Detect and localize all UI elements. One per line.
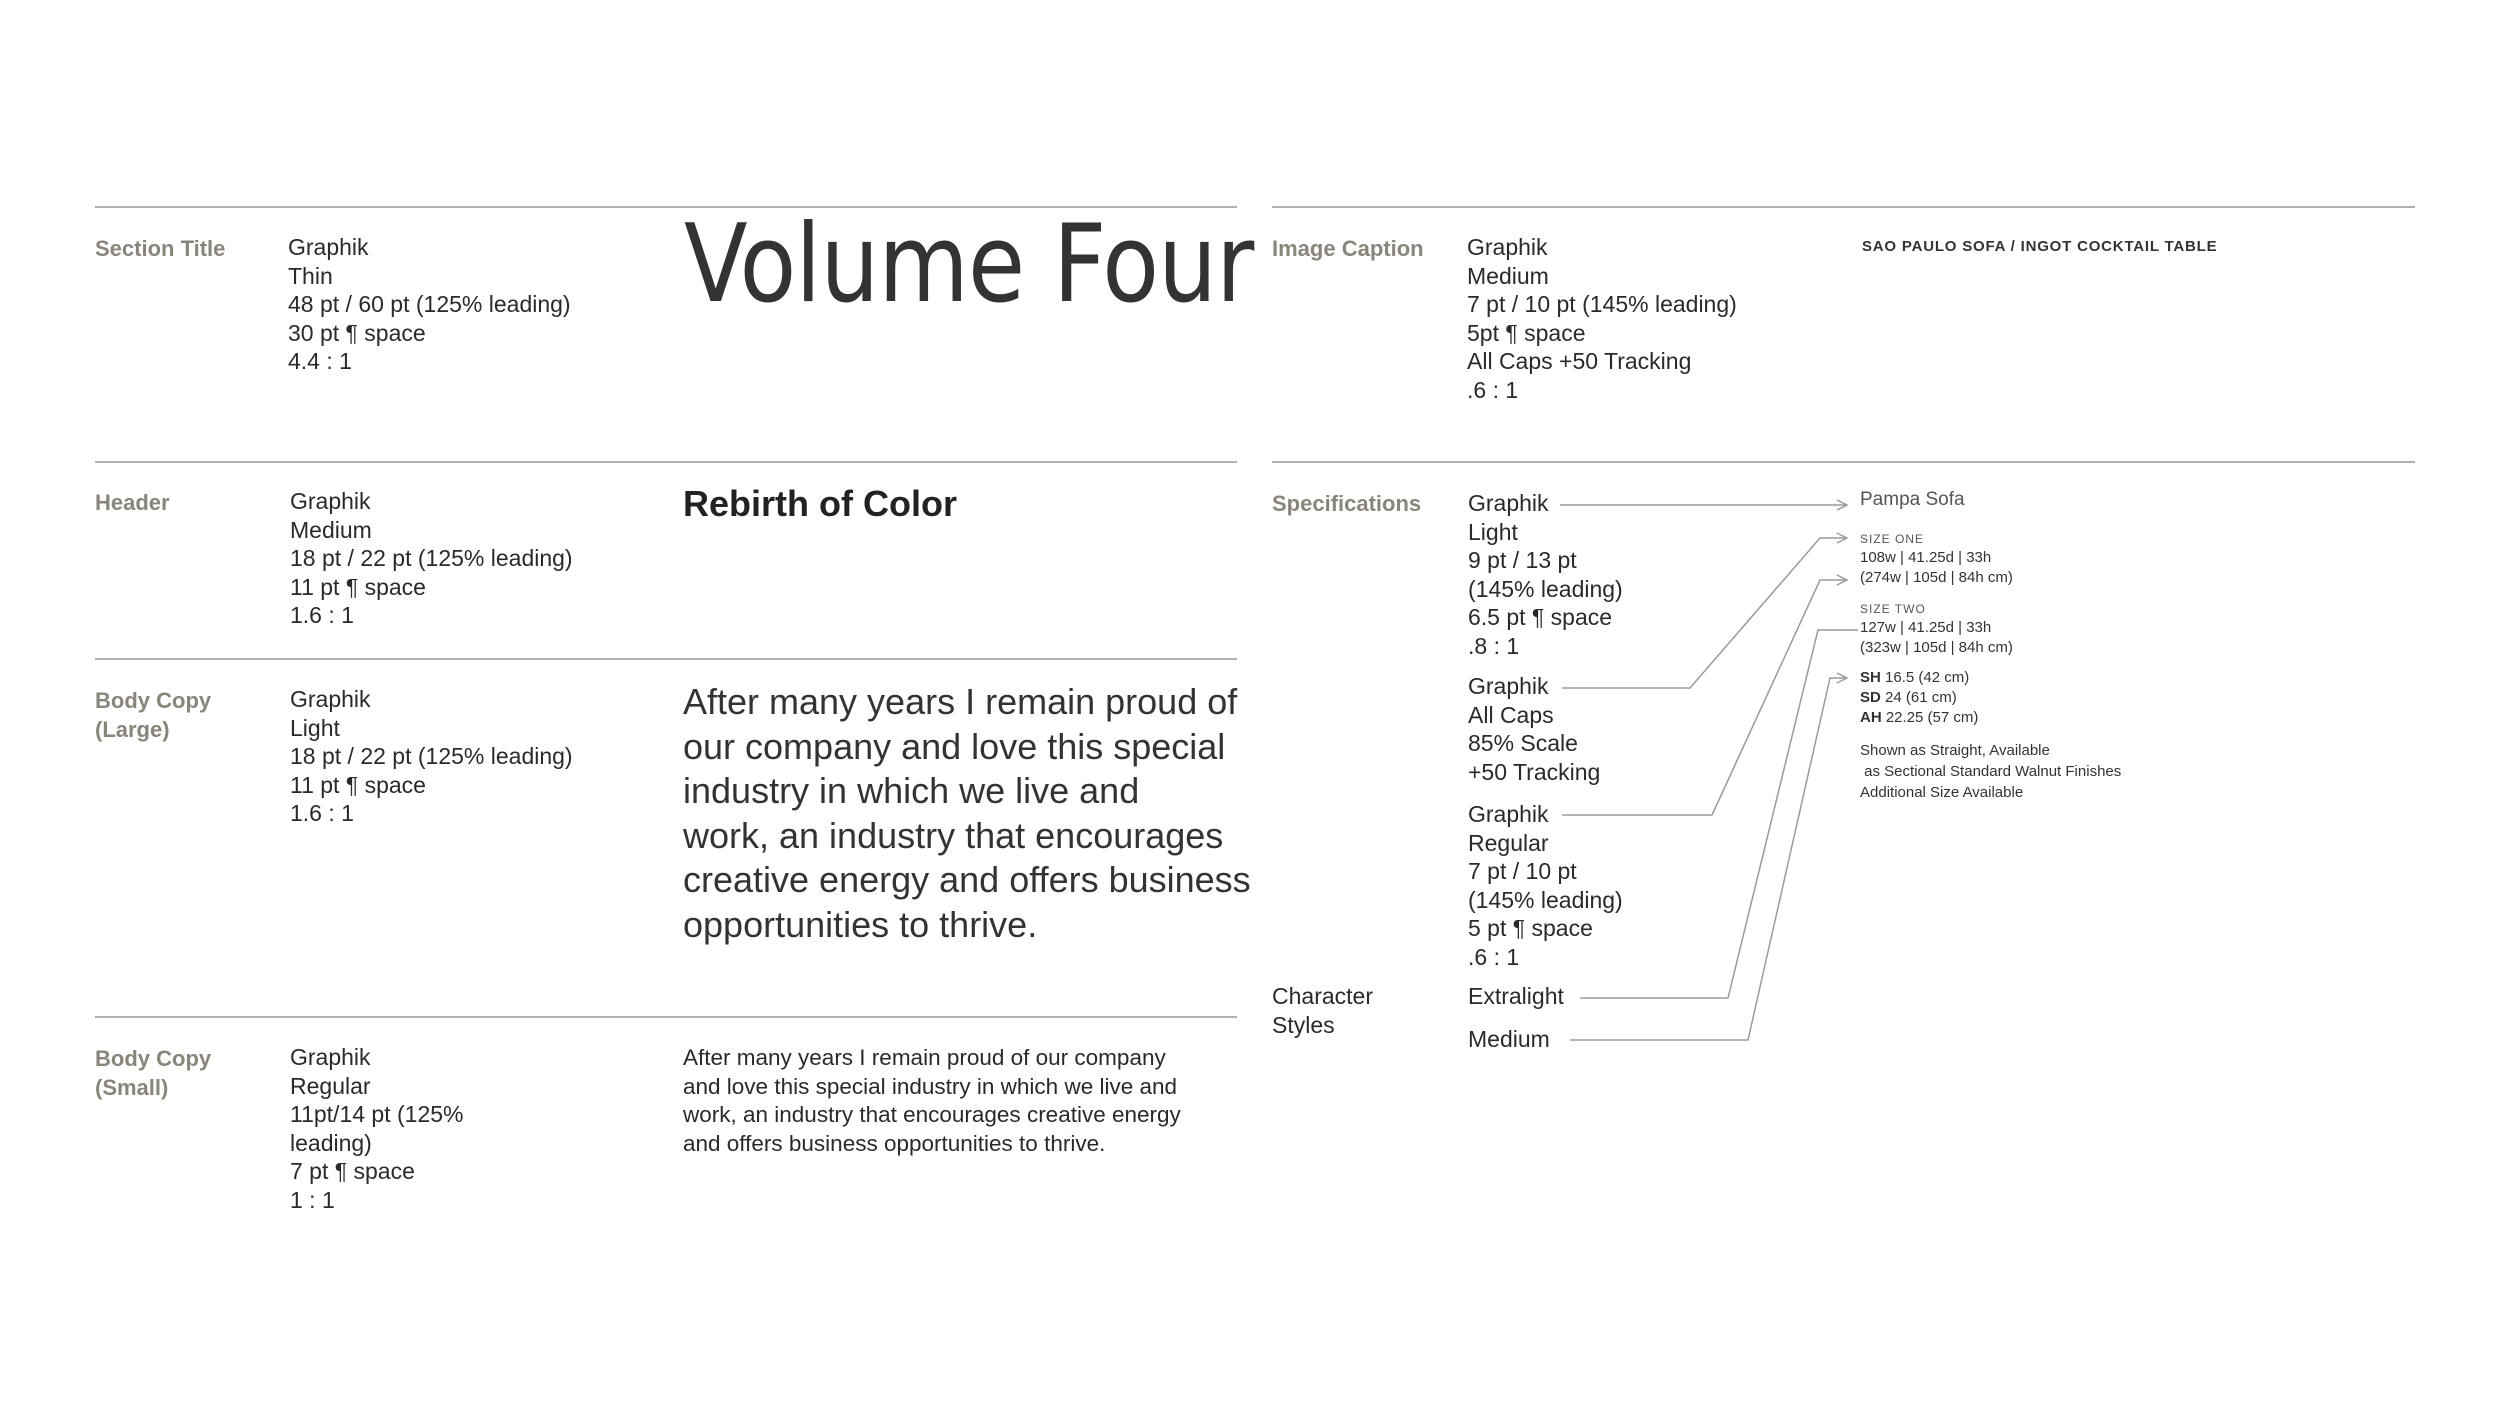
specifications-label: Specifications — [1272, 491, 1422, 516]
dim-key: AH — [1860, 709, 1882, 726]
spec-line: 5pt ¶ space — [1467, 319, 1586, 346]
section-title-label: Section Title — [95, 236, 226, 261]
spec-line: Graphik — [1468, 801, 1549, 827]
label-line: (Large) — [95, 717, 170, 742]
spec-line: 18 pt / 22 pt (125% leading) — [290, 545, 573, 571]
character-style-medium: Medium — [1468, 1026, 1550, 1052]
spec-line: 85% Scale — [1468, 730, 1578, 756]
spec-line: 7 pt / 10 pt — [1468, 858, 1577, 884]
sample-line: and love this special industry in which we live and — [683, 1073, 1178, 1099]
note-line: Shown as Straight, Available — [1860, 742, 2050, 759]
spec-line: 7 pt ¶ space — [290, 1158, 415, 1184]
spec-line: 6.5 pt ¶ space — [1468, 604, 1613, 630]
size-line: 108w | 41.25d | 33h — [1860, 549, 1992, 566]
dim-value: 16.5 (42 cm) — [1885, 669, 1970, 686]
spec-line: Graphik — [290, 488, 371, 514]
leader-extralight-to-size-two — [1580, 630, 1858, 998]
spec-line: Graphik — [1468, 490, 1549, 516]
spec-line: 1.6 : 1 — [290, 800, 354, 826]
leader-medium-to-dims — [1570, 678, 1845, 1040]
image-caption-sample: SAO PAULO SOFA / INGOT COCKTAIL TABLE — [1862, 238, 2218, 255]
spec-line: +50 Tracking — [1468, 758, 1601, 785]
dim-value: 22.25 (57 cm) — [1885, 709, 1979, 726]
dim-key: SH — [1860, 669, 1881, 686]
spec-line: 18 pt / 22 pt (125% leading) — [290, 743, 573, 769]
section-title-sample: Volume Four — [684, 202, 1254, 327]
sample-line: creative energy and offers business — [683, 859, 1251, 900]
dim-value: 24 (61 cm) — [1885, 689, 1957, 706]
sample-line: opportunities to thrive. — [683, 903, 1038, 945]
spec-line: Medium — [1467, 262, 1549, 289]
character-style-extralight: Extralight — [1468, 983, 1564, 1009]
spec-line: 4.4 : 1 — [288, 348, 352, 374]
sample-line: After many years I remain proud of our company — [683, 1045, 1166, 1070]
spec-line: leading) — [290, 1129, 372, 1156]
note-line: Additional Size Available — [1860, 784, 2024, 801]
leader-regular-to-size-one — [1562, 580, 1845, 815]
spec-line: 30 pt ¶ space — [288, 319, 426, 346]
label-line: Styles — [1272, 1011, 1335, 1038]
spec-line: Regular — [1468, 829, 1549, 856]
note-line: as Sectional Standard Walnut Finishes — [1860, 763, 2122, 780]
spec-line: 1.6 : 1 — [290, 602, 354, 628]
header-label: Header — [95, 490, 170, 515]
spec-sample-product: Pampa Sofa — [1860, 489, 1965, 510]
spec-line: 11pt/14 pt (125% — [290, 1101, 464, 1127]
spec-line: All Caps +50 Tracking — [1467, 348, 1692, 374]
spec-line: (145% leading) — [1468, 886, 1623, 913]
spec-line: .6 : 1 — [1468, 943, 1520, 970]
image-caption-label: Image Caption — [1272, 236, 1424, 261]
size-line: (323w | 105d | 84h cm) — [1860, 639, 2013, 656]
spec-line: Medium — [290, 516, 372, 543]
label-line: Character — [1272, 983, 1373, 1009]
spec-line: 7 pt / 10 pt (145% leading) — [1467, 291, 1737, 317]
spec-line: All Caps — [1468, 701, 1554, 728]
spec-line: Graphik — [1467, 234, 1548, 260]
spec-line: Graphik — [288, 234, 369, 260]
spec-line: (145% leading) — [1468, 575, 1623, 602]
label-line: Body Copy — [95, 1046, 212, 1071]
spec-line: .8 : 1 — [1468, 632, 1520, 659]
spec-line: 9 pt / 13 pt — [1468, 547, 1577, 573]
spec-line: Light — [290, 714, 340, 741]
spec-sample-size-two-label: SIZE TWO — [1860, 602, 1926, 616]
spec-line: 48 pt / 60 pt (125% leading) — [288, 291, 571, 317]
leader-caps-to-size-one — [1562, 538, 1845, 688]
sample-line: our company and love this special — [683, 725, 1226, 767]
sample-line: industry in which we live and — [683, 770, 1140, 811]
spec-line: Graphik — [290, 686, 371, 712]
header-sample: Rebirth of Color — [683, 483, 957, 524]
label-line: (Small) — [95, 1075, 169, 1100]
spec-line: 11 pt ¶ space — [290, 771, 426, 798]
spec-line: 11 pt ¶ space — [290, 573, 426, 600]
sample-line: and offers business opportunities to thrive. — [683, 1130, 1106, 1156]
label-line: Body Copy — [95, 688, 212, 713]
spec-line: 1 : 1 — [290, 1186, 335, 1213]
spec-line: Thin — [288, 262, 333, 289]
sample-line: work, an industry that encourages creative energy — [683, 1102, 1181, 1127]
size-line: 127w | 41.25d | 33h — [1860, 619, 1992, 636]
spec-line: Light — [1468, 518, 1518, 545]
sample-line: work, an industry that encourages — [683, 814, 1224, 856]
sample-line: After many years I remain proud of — [683, 681, 1238, 722]
spec-line: Regular — [290, 1072, 371, 1099]
size-line: (274w | 105d | 84h cm) — [1860, 569, 2013, 586]
spec-line: Graphik — [290, 1044, 371, 1070]
spec-sample-size-one-label: SIZE ONE — [1860, 532, 1925, 546]
spec-line: 5 pt ¶ space — [1468, 915, 1593, 941]
spec-line: .6 : 1 — [1467, 376, 1519, 403]
dim-key: SD — [1860, 689, 1881, 706]
spec-line: Graphik — [1468, 673, 1549, 699]
